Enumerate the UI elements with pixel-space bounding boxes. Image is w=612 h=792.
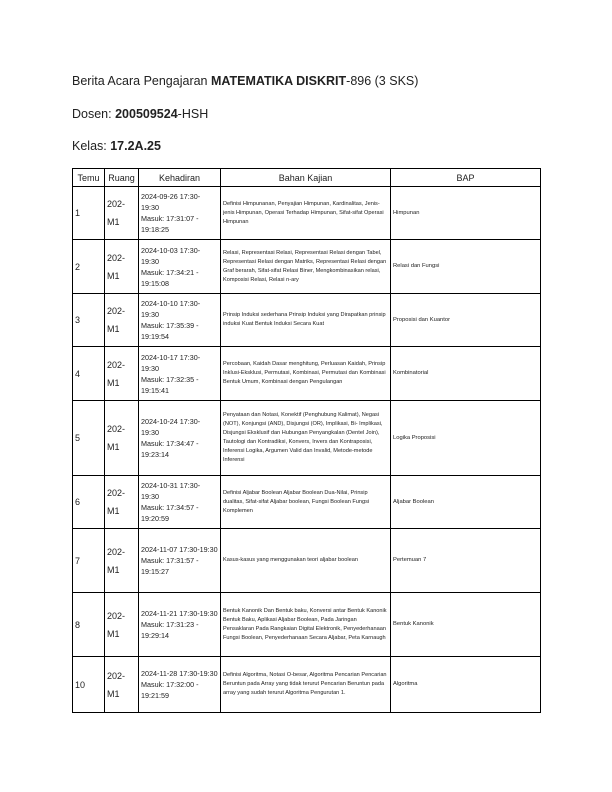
masuk-text: Masuk: 17:31:07 - 19:18:25 xyxy=(141,214,199,234)
table-row xyxy=(73,401,541,476)
cell-kehadiran xyxy=(139,294,221,347)
cell-kehadiran xyxy=(139,593,221,657)
cell-temu: 3 xyxy=(73,294,105,347)
jadwal-text: 2024-10-24 17:30-19:30 xyxy=(141,417,201,437)
table-row xyxy=(73,476,541,529)
cell-bap: Himpunan xyxy=(391,187,541,240)
masuk-text: Masuk: 17:31:57 - 19:15:27 xyxy=(141,556,199,576)
col-bap-header: BAP xyxy=(391,169,541,187)
cell-ruang: 202-M1 xyxy=(105,476,139,529)
course-name: MATEMATIKA DISKRIT xyxy=(210,74,347,88)
cell-ruang: 202-M1 xyxy=(105,187,139,240)
kelas-value: 17.2A.25 xyxy=(110,139,161,153)
cell-bap: Kombinatorial xyxy=(391,347,541,401)
cell-kehadiran xyxy=(139,476,221,529)
cell-temu: 5 xyxy=(73,401,105,476)
cell-temu: 1 xyxy=(73,187,105,240)
table-row xyxy=(73,593,541,657)
cell-bahan-kajian: Bentuk Kanonik Dan Bentuk baku, Konversi antar Bentuk Kanonik Bentuk Baku, Aplikasi Aljabar Boolean, Pada Jaringan Pensaklaran Pada Rangkaian Digital Elektronik, Penyederhanaan Fungsi Boolean, Penyederhanaan Secara Aljabar, Peta Karnaugh xyxy=(221,593,391,657)
cell-bahan-kajian: Relasi, Representasi Relasi, Representasi Relasi dengan Tabel, Representasi Relasi dengan Matriks, Representasi Relasi dengan Graf berarah, Sifat-sifat Relasi Biner, Mengkombinasikan relasi, Komposisi Relasi, Relasi n-ary xyxy=(221,240,391,294)
dosen-suffix: -HSH xyxy=(177,107,209,121)
dosen-id: 200509524 xyxy=(115,107,178,121)
cell-ruang: 202-M1 xyxy=(105,401,139,476)
masuk-text: Masuk: 17:32:35 - 19:15:41 xyxy=(141,374,199,395)
dosen-label: Dosen: xyxy=(72,107,116,121)
cell-bap: Relasi dan Fungsi xyxy=(391,240,541,294)
jadwal-text: 2024-11-28 17:30-19:30 xyxy=(141,669,218,678)
kelas-label: Kelas: xyxy=(72,139,111,153)
table-row xyxy=(73,657,541,713)
cell-bap: Proposisi dan Kuantor xyxy=(391,294,541,347)
cell-temu: 10 xyxy=(73,657,105,713)
cell-bahan-kajian: Percobaan, Kaidah Dasar menghitung, Perluasan Kaidah, Prinsip Inklusi-Eksklusi, Permutasi, Kombinasi, Permutasi dan Kombinasi Bentuk Umum, Kombinasi dengan Pengulangan xyxy=(221,347,391,401)
cell-bahan-kajian: Penyataan dan Notasi, Konektif (Penghubung Kalimat), Negasi (NOT), Konjungsi (AND), Disjungsi (OR), Implikasi, Bi- Implikasi, Disjungsi Eksklusif dan Hubungan Penyangkalan (Dentel Join), Tautologi dan Kontradiksi, Konvers, Invers dan Kontraposisi, Inferensi Logika, Argumen Valid dan Invalid, Metode-metode Inferensi xyxy=(221,401,391,476)
cell-ruang: 202-M1 xyxy=(105,347,139,401)
cell-kehadiran xyxy=(139,657,221,713)
cell-bahan-kajian: Definisi Aljabar Boolean Aljabar Boolean Dua-Nilai, Prinsip dualitas, Sifat-sifat Aljabar boolean, Fungsi Boolean Fungsi Komplemen xyxy=(221,476,391,529)
cell-kehadiran xyxy=(139,529,221,593)
cell-ruang: 202-M1 xyxy=(105,240,139,294)
cell-kehadiran xyxy=(139,187,221,240)
cell-bahan-kajian: Kasus-kasus yang menggunakan teori aljabar boolean xyxy=(221,529,391,593)
cell-kehadiran xyxy=(139,401,221,476)
class-line xyxy=(72,138,161,154)
teaching-log-table xyxy=(72,168,541,713)
cell-kehadiran xyxy=(139,347,221,401)
col-bahan-header: Bahan Kajian xyxy=(221,169,391,187)
table-header-row xyxy=(73,169,541,187)
cell-bap: Algoritma xyxy=(391,657,541,713)
cell-temu: 4 xyxy=(73,347,105,401)
title-prefix: Berita Acara Pengajaran xyxy=(72,74,211,88)
lecturer-line xyxy=(72,106,208,122)
table-row xyxy=(73,529,541,593)
jadwal-text: 2024-11-07 17:30-19:30 xyxy=(141,545,218,554)
table-row xyxy=(73,187,541,240)
jadwal-text: 2024-10-03 17:30-19:30 xyxy=(141,245,201,266)
masuk-text: Masuk: 17:34:57 - 19:20:59 xyxy=(141,503,199,523)
report-title xyxy=(72,73,418,89)
cell-temu: 8 xyxy=(73,593,105,657)
cell-ruang: 202-M1 xyxy=(105,593,139,657)
table-row xyxy=(73,347,541,401)
jadwal-text: 2024-10-10 17:30-19:30 xyxy=(141,299,201,319)
cell-bap: Aljabar Boolean xyxy=(391,476,541,529)
cell-temu: 6 xyxy=(73,476,105,529)
cell-temu: 2 xyxy=(73,240,105,294)
cell-ruang: 202-M1 xyxy=(105,657,139,713)
masuk-text: Masuk: 17:34:21 - 19:15:08 xyxy=(141,267,199,288)
jadwal-text: 2024-09-26 17:30-19:30 xyxy=(141,192,201,212)
masuk-text: Masuk: 17:34:47 - 19:23:14 xyxy=(141,439,199,459)
cell-bahan-kajian: Definisi Algoritma, Notasi O-besar, Algoritma Pencarian Pencarian Beruntun pada Array yang tidak terurut Pencarian Beruntun pada array yang sudah terurut Algoritma Pengurutan 1. xyxy=(221,657,391,713)
cell-bahan-kajian: Definisi Himpunanan, Penyajian Himpunan, Kardinalitas, Jenis-jenis Himpunan, Operasi Terhadap Himpunan, Sifat-sifat Operasi Himpunan xyxy=(221,187,391,240)
cell-ruang: 202-M1 xyxy=(105,529,139,593)
course-code: -896 (3 SKS) xyxy=(346,74,419,88)
cell-kehadiran xyxy=(139,240,221,294)
cell-bap: Bentuk Kanonik xyxy=(391,593,541,657)
cell-bahan-kajian: Prinsip Induksi sederhana Prinsip Induksi yang Dirapatkan prinsip induksi Kuat Bentuk Induksi Secara Kuat xyxy=(221,294,391,347)
col-temu-header: Temu xyxy=(73,169,105,187)
jadwal-text: 2024-10-17 17:30-19:30 xyxy=(141,352,201,373)
masuk-text: Masuk: 17:31:23 - 19:29:14 xyxy=(141,620,199,640)
cell-ruang: 202-M1 xyxy=(105,294,139,347)
cell-bap: Logika Proposisi xyxy=(391,401,541,476)
cell-temu: 7 xyxy=(73,529,105,593)
jadwal-text: 2024-11-21 17:30-19:30 xyxy=(141,609,218,618)
table-row xyxy=(73,294,541,347)
table-row xyxy=(73,240,541,294)
jadwal-text: 2024-10-31 17:30-19:30 xyxy=(141,481,201,501)
col-ruang-header: Ruang xyxy=(105,169,139,187)
masuk-text: Masuk: 17:35:39 - 19:19:54 xyxy=(141,321,199,341)
cell-bap: Pertemuan 7 xyxy=(391,529,541,593)
col-kehadiran-header: Kehadiran xyxy=(139,169,221,187)
masuk-text: Masuk: 17:32:00 - 19:21:59 xyxy=(141,680,199,700)
